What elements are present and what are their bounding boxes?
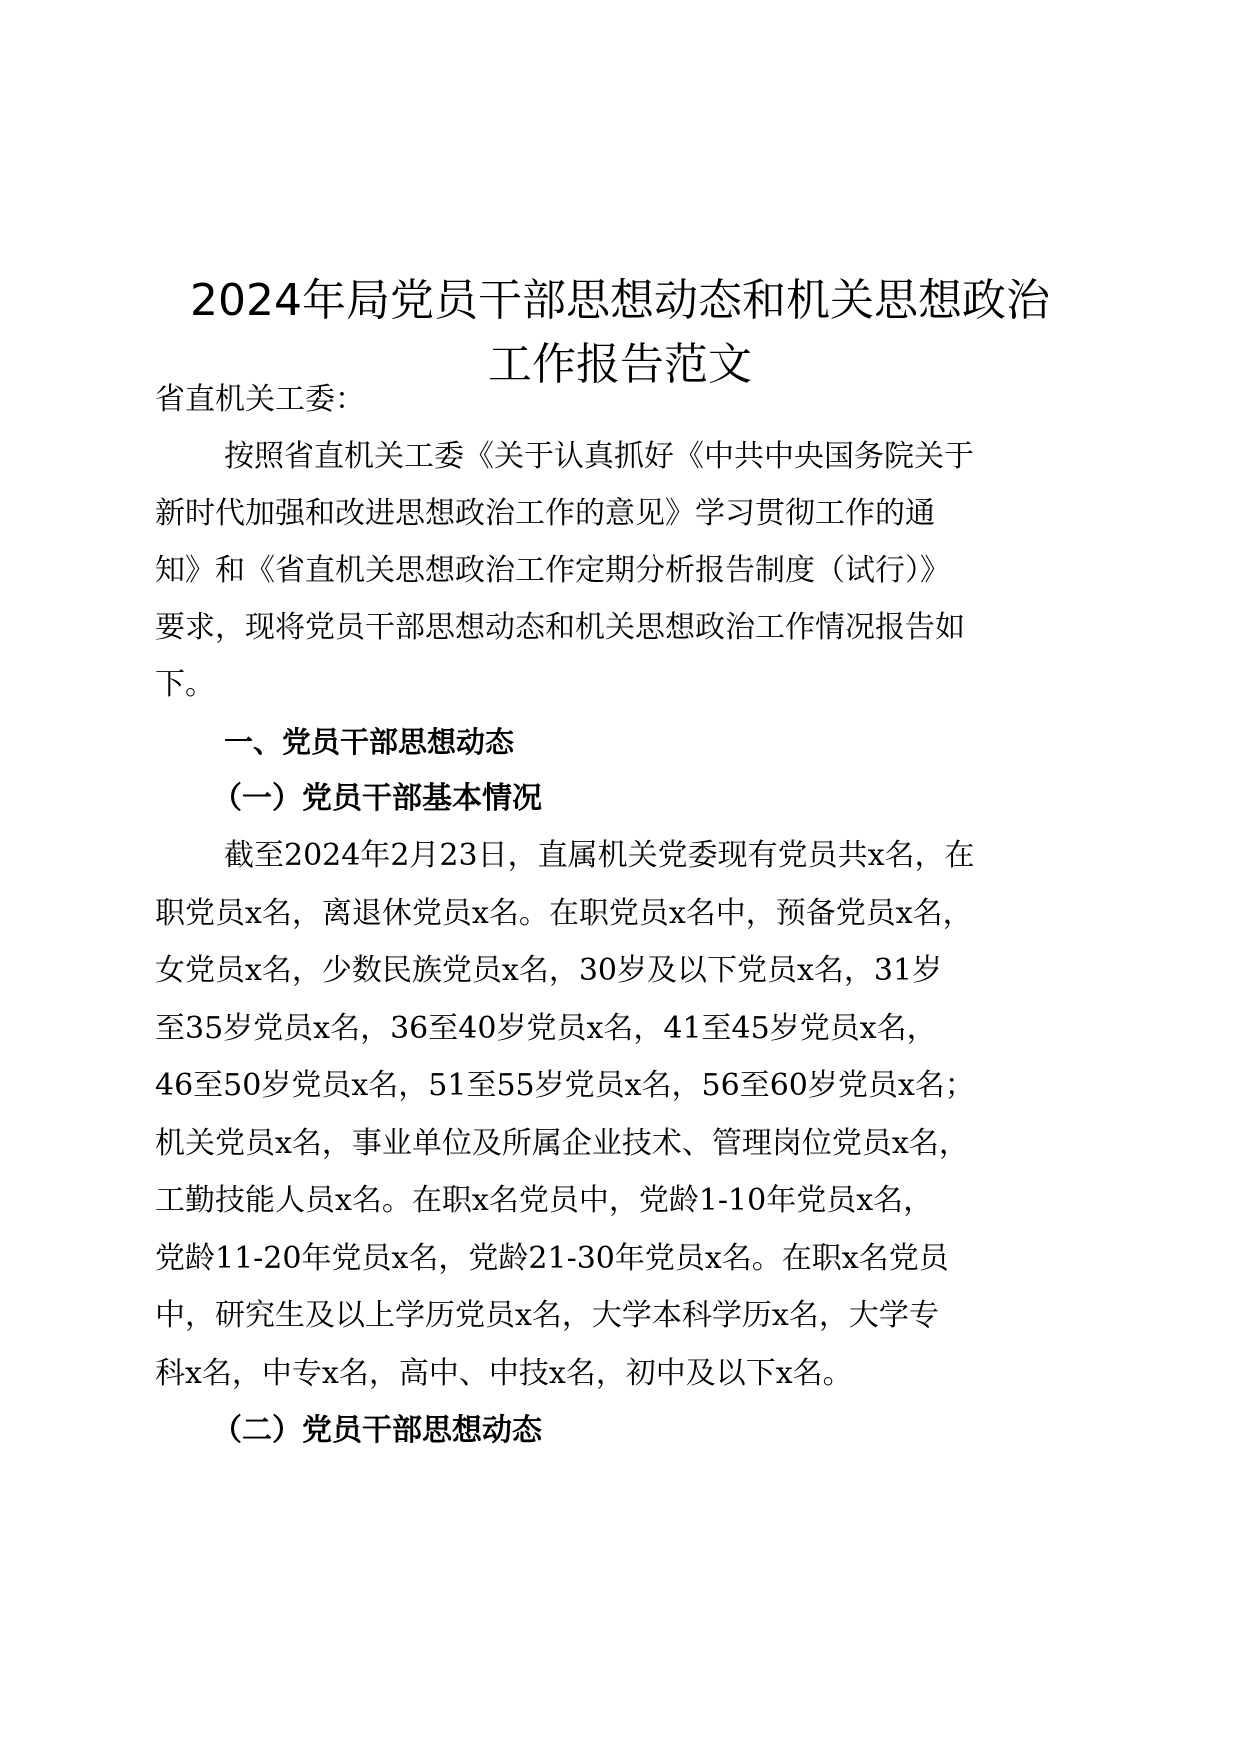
subsection-heading-1: （一）党员干部基本情况 xyxy=(212,781,542,816)
document-title-line-2: 工作报告范文 xyxy=(488,339,752,390)
body-line: 46至50岁党员x名，51至55岁党员x名，56至60岁党员x名； xyxy=(155,1068,975,1103)
intro-line: 新时代加强和改进思想政治工作的意见》学习贯彻工作的通 xyxy=(155,496,935,531)
intro-line: 下。 xyxy=(155,667,215,702)
body-line: 工勤技能人员x名。在职x名党员中，党龄1-10年党员x名， xyxy=(155,1183,934,1218)
intro-line: 要求，现将党员干部思想动态和机关思想政治工作情况报告如 xyxy=(155,610,965,645)
intro-line: 按照省直机关工委《关于认真抓好《中共中央国务院关于 xyxy=(224,439,974,474)
section-heading-1: 一、党员干部思想动态 xyxy=(224,725,515,759)
body-line: 至35岁党员x名，36至40岁党员x名，41至45岁党员x名， xyxy=(155,1011,937,1046)
intro-line: 知》和《省直机关思想政治工作定期分析报告制度（试行）》 xyxy=(155,553,950,588)
body-line: 截至2024年2月23日，直属机关党委现有党员共x名，在 xyxy=(224,838,975,873)
body-line: 党龄11-20年党员x名，党龄21-30年党员x名。在职x名党员 xyxy=(155,1241,949,1276)
body-line: 职党员x名，离退休党员x名。在职党员x名中，预备党员x名， xyxy=(155,896,973,931)
body-line: 机关党员x名，事业单位及所属企业技术、管理岗位党员x名， xyxy=(155,1126,969,1161)
subsection-heading-2: （二）党员干部思想动态 xyxy=(212,1413,542,1448)
salutation: 省直机关工委： xyxy=(155,382,365,417)
body-line: 女党员x名，少数民族党员x名，30岁及以下党员x名，31岁 xyxy=(155,953,943,988)
body-line: 中，研究生及以上学历党员x名，大学本科学历x名，大学专 xyxy=(155,1298,939,1333)
document-title-line-1: 2024年局党员干部思想动态和机关思想政治 xyxy=(190,275,1050,326)
body-line: 科x名，中专x名，高中、中技x名，初中及以下x名。 xyxy=(155,1356,853,1391)
